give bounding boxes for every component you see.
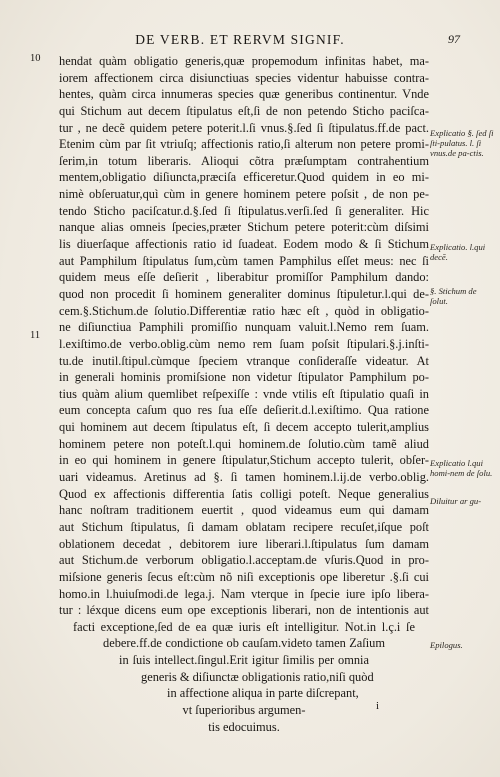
text-line: tur , ne decẽ quidem petere poterit.l.ſi vnus.§.ſed ſi ſtipulatus.ff.de pact.	[59, 120, 429, 135]
text-line: aut Stichum ſtipulatus, ſi damam oblatam recipere recuſet,iſque poſt	[59, 519, 429, 534]
text-line: Quod ex affectionis differentia ſatis colligi poteſt. Neque generalius	[59, 486, 429, 501]
text-line: generis & diſiunctæ obligationis ratio,niſi quòd	[141, 669, 374, 684]
line-marker-first: 10	[30, 53, 41, 64]
text-line: in eo qui hominem in genere ſtipulatur,Stichum accepto tulerit, obſer-	[59, 453, 429, 468]
text-line: tius quàm alium quemlibet reſpexiſſe : vnde vtilis eſt ſtipulatio quaſi in	[59, 386, 429, 401]
text-line: iorem affectionem circa disiunctiuas species videntur habuisse contra-	[59, 70, 429, 85]
text-line: quidem meus eſſe deſierit , liberabitur promiſſor Pamphilum dando:	[59, 270, 429, 285]
text-line: ſerim,in totum liberaris. Alioqui cõtra præſumptam contrahentium	[59, 153, 429, 168]
margin-note: §. Stichum de ſolut.	[430, 286, 477, 306]
text-line: in affectione aliqua in parte diſcrepant,	[167, 686, 359, 701]
margin-note: Diluitur ar gu-	[430, 496, 482, 506]
text-line: hentes, quàm circa innumeras species quæ generibus continentur. Vnde	[59, 87, 429, 102]
text-line: tur : léxque dicens eum ope exceptionis liberari, non de intentionis aut	[59, 603, 429, 618]
text-line: aut Stichum.de verborum obligatio.l.acceptam.de vſuris.Quod in pro-	[59, 553, 429, 568]
text-line: facti exceptione,ſed de ea quæ iuris eſt intelligitur. Not.in l.ç.i ſe	[73, 619, 415, 634]
text-line: l.exiſtimo.de verbo.oblig.cùm nemo rem ſuam poſsit ſtipulari.§.j.inſti-	[59, 336, 429, 351]
text-line: hanc noſtram traditionem euertit , quod videamus eum qui damam	[59, 503, 429, 518]
text-line: cem.§.Stichum.de ſolutio.Differentiæ ratio hæc eſt , quòd in obligatio-	[59, 303, 429, 318]
page-number: 97	[448, 32, 460, 46]
text-line: tis edocuimus.	[208, 719, 280, 734]
running-title: DE VERB. ET RERVM SIGNIF.	[135, 32, 345, 47]
text-line: nimè obſeruatur,quì cùm in genere hominem petere poſsit , de non pe-	[59, 187, 429, 202]
text-line: Etenim cùm par ſit vtriuſq; affectionis ratio,ſi alterum non petere promi-	[59, 137, 429, 152]
margin-note: Epilogus.	[430, 640, 463, 650]
margin-note: Explicatio §. ſed ſi ſti-pulatus. l. ſi vnus.de pa-ctis.	[430, 128, 494, 158]
text-line: hendat quàm obligatio generis,quæ propemodum infinitas habet, ma-	[59, 54, 429, 68]
text-line: in ſuis intellect.ſingul.Erit igitur ſimilis per omnia	[119, 653, 369, 668]
text-line: uari videamus. Aretinus ad §. ſi tamen hominem.l.ij.de verbo.oblig.	[59, 470, 429, 485]
text-line: aut Pamphilum ſtipulatus ſum,cùm tamen Pamphilus eſſet meus: nec ſi	[59, 253, 429, 268]
text-line: quod non procedit ſi hominem generaliter dominus ſtipuletur.l.qui de-	[59, 286, 429, 301]
text-line: lis diuerſaque affectionis ratio id ſuadeat. Eodem modo & ſi Stichum	[59, 237, 429, 252]
text-line: ne diſiunctiua Pamphili promiſſio nunquam valuit.l.Nemo rem ſuam.	[59, 320, 429, 335]
text-line: hominem petere non poteſt.l.qui hominem.de ſolutio.cùm tamẽ aliud	[59, 436, 429, 451]
text-line: mentem,obligatio diſiuncta,præciſa efficeretur.Quod quidem in eo mi-	[59, 170, 429, 185]
text-line: vt ſuperioribus argumen-	[182, 702, 306, 717]
line-marker-second: 11	[30, 330, 41, 341]
margin-note: Explicatio. l.qui decē.	[430, 242, 486, 262]
margin-note: Explicatio l.qui homi-nem de ſolu.	[430, 458, 493, 478]
signature-mark: i	[376, 700, 380, 712]
text-line: tendo Sticho paciſcatur.d.§.ſed ſi ſtipulatus.verſi.ſed ſi generaliter. Hic	[59, 203, 429, 218]
text-line: miſsione generis ſecus eſt:cùm nõ niſi exceptionis ope liberetur .§.ſi cui	[59, 569, 429, 584]
text-line: eum concepta caſum quo res ſua eſſe deſierit.d.l.exiſtimo. Qua ratione	[59, 403, 429, 418]
body-text	[59, 53, 429, 735]
text-line: tu.de inutil.ſtipul.cùmque ſpeciem vtranque conſideraſſe videatur. At	[59, 353, 429, 368]
text-line: nanque alias omneis ſpecies,præter Stichum petere poterit:cùm diſsimi	[59, 220, 429, 235]
text-line: oblationem decedat , debitorem iure liberari.l.ſtipulatus ſum damam	[59, 536, 429, 551]
text-line: in generali hominis promiſsione non videtur ſtipulator Pamphilum po-	[59, 370, 429, 385]
text-line: qui Stichum aut decem ſtipulatus eſt,ſi de non petendo Sticho paciſca-	[59, 103, 429, 118]
text-line: debere.ff.de condictione ob cauſam.videto tamen Zaſium	[103, 636, 385, 651]
text-line: homo.in l.huiuſmodi.de lega.j. Nam vterque in ſpecie iure ipſo libera-	[59, 586, 429, 601]
text-line: qui hominem aut decem ſtipulatus eſt, ſi decem accepto tulerit,amplius	[59, 420, 429, 435]
